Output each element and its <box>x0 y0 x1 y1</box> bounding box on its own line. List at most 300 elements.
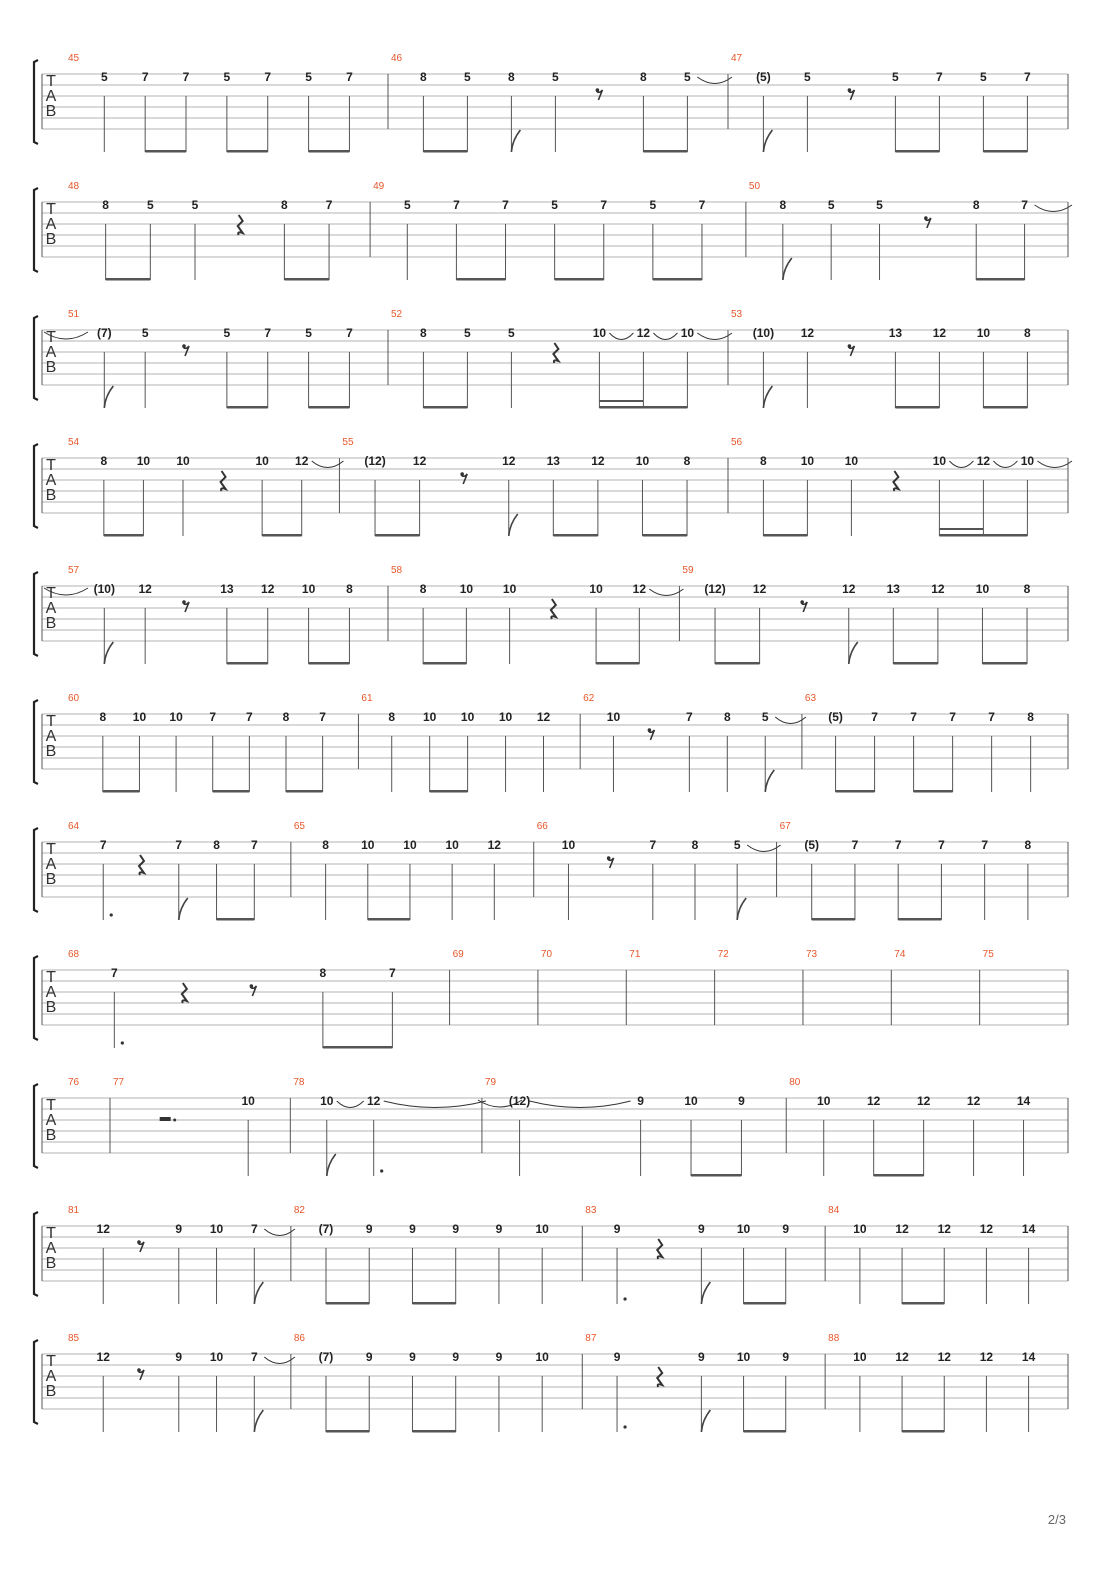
fret-number: 7 <box>502 198 509 212</box>
fret-number: 12 <box>591 454 605 468</box>
system-bracket <box>34 1084 38 1168</box>
eighth-rest-dot <box>924 216 928 220</box>
fret-number: 12 <box>866 1094 881 1108</box>
fret-number: 5 <box>223 326 231 340</box>
half-rest <box>160 1117 171 1121</box>
fret-number: 5 <box>146 198 154 212</box>
fret-number: 12 <box>367 1094 381 1108</box>
fret-number: 9 <box>782 1222 790 1236</box>
fret-number: 5 <box>733 838 741 852</box>
tie-arc <box>384 1101 486 1108</box>
tab-clef-letter: A <box>45 984 57 1001</box>
fret-number: 7 <box>346 326 353 340</box>
fret-number: 8 <box>102 198 109 212</box>
beam <box>763 534 807 537</box>
tab-clef-letter: B <box>45 231 57 248</box>
measure-number: 61 <box>361 693 373 704</box>
tab-clef-letter: A <box>45 856 57 873</box>
page-number: 2/3 <box>1047 1512 1066 1527</box>
tab-clef-letter: B <box>45 103 57 120</box>
fret-number: 10 <box>301 582 316 596</box>
fret-number: 10 <box>844 454 859 468</box>
fret-number: 7 <box>686 710 693 724</box>
beam-16th <box>939 528 983 530</box>
tab-clef-letter: T <box>46 585 56 602</box>
fret-number: 9 <box>495 1222 503 1236</box>
fret-number: 5 <box>892 70 899 84</box>
beam <box>213 790 250 793</box>
fret-number: 9 <box>175 1222 183 1236</box>
note-flag <box>849 642 858 664</box>
measure-number: 53 <box>731 309 743 320</box>
fret-number: 5 <box>684 70 691 84</box>
eighth-rest-dot <box>800 600 804 604</box>
beam <box>227 662 268 665</box>
fret-number: 10 <box>445 838 459 852</box>
measure-number: 87 <box>585 1333 597 1344</box>
measure-number: 75 <box>982 949 994 960</box>
fret-number: (7) <box>318 1350 334 1364</box>
fret-number: 10 <box>800 454 815 468</box>
fret-number: (10) <box>93 582 115 596</box>
beam <box>217 918 255 921</box>
fret-number: 12 <box>800 326 815 340</box>
staff-system <box>34 821 1068 921</box>
measure-number: 81 <box>68 1205 80 1216</box>
fret-number: (7) <box>96 326 112 340</box>
fret-number: 8 <box>213 838 220 852</box>
tab-clef-letter: A <box>45 728 57 745</box>
fret-number: (5) <box>828 710 843 724</box>
tab-clef-letter: A <box>45 88 57 105</box>
fret-number: 8 <box>1024 838 1032 852</box>
beam <box>423 406 467 409</box>
duration-dot <box>380 1169 383 1172</box>
slur-arc <box>337 1101 364 1108</box>
tab-clef-letter: T <box>46 329 56 346</box>
fret-number: 12 <box>932 326 947 340</box>
fret-number: 10 <box>853 1350 867 1364</box>
beam <box>423 662 466 665</box>
fret-number: 12 <box>916 1094 931 1108</box>
fret-number: 7 <box>175 838 183 852</box>
fret-number: 10 <box>976 326 991 340</box>
fret-number: 10 <box>498 710 513 724</box>
measure-number: 68 <box>68 949 80 960</box>
quarter-rest <box>221 471 226 491</box>
fret-number: 9 <box>698 1222 705 1236</box>
fret-number: 9 <box>637 1094 644 1108</box>
beam <box>744 1430 786 1433</box>
fret-number: 9 <box>175 1350 183 1364</box>
fret-number: 8 <box>1027 710 1034 724</box>
duration-dot <box>623 1425 626 1428</box>
fret-number: 5 <box>551 198 558 212</box>
fret-number: 10 <box>169 710 183 724</box>
fret-number: 7 <box>110 966 118 980</box>
tie-arc <box>649 589 683 596</box>
measure-number: 59 <box>682 565 694 576</box>
note-flag <box>254 1282 263 1304</box>
measure-number: 79 <box>484 1077 497 1088</box>
tab-clef-letter: B <box>45 999 57 1016</box>
fret-number: 5 <box>508 326 515 340</box>
fret-number: 8 <box>683 454 691 468</box>
tie-arc <box>312 461 344 468</box>
fret-number: 12 <box>895 1350 909 1364</box>
measure-number: 58 <box>391 565 403 576</box>
beam <box>286 790 323 793</box>
tab-clef-letter: B <box>45 871 57 888</box>
measure-number: 49 <box>373 181 385 192</box>
fret-number: 7 <box>910 710 917 724</box>
beam <box>104 534 144 537</box>
fret-number: 10 <box>606 710 621 724</box>
beam <box>227 406 268 409</box>
fret-number: 7 <box>894 838 902 852</box>
tab-clef-letter: T <box>46 841 56 858</box>
staff-system <box>34 1333 1068 1433</box>
note-flag <box>511 130 520 152</box>
fret-number: 7 <box>949 710 956 724</box>
note-flag <box>765 770 774 792</box>
tab-clef-letter: A <box>45 600 57 617</box>
beam <box>309 406 350 409</box>
fret-number: 7 <box>250 1350 258 1364</box>
eighth-rest-dot <box>182 344 186 348</box>
system-bracket <box>34 316 38 400</box>
fret-number: 10 <box>459 582 474 596</box>
measure-number: 56 <box>731 437 743 448</box>
fret-number: 7 <box>319 710 326 724</box>
system-bracket <box>34 700 38 784</box>
eighth-rest-dot <box>848 88 852 92</box>
beam <box>375 534 420 537</box>
tab-clef-letter: T <box>46 201 56 218</box>
tab-clef-letter: B <box>45 615 57 632</box>
system-bracket <box>34 572 38 656</box>
quarter-rest <box>238 215 243 235</box>
beam <box>326 1430 369 1433</box>
beam <box>643 150 687 153</box>
tab-clef-letter: A <box>45 1240 57 1257</box>
fret-number: 7 <box>981 838 989 852</box>
duration-dot <box>110 913 113 916</box>
fret-number: 7 <box>346 70 353 84</box>
tab-clef-letter: A <box>45 1368 57 1385</box>
beam <box>898 918 941 921</box>
fret-number: 5 <box>464 326 471 340</box>
fret-number: 5 <box>552 70 559 84</box>
fret-number: 5 <box>980 70 987 84</box>
fret-number: 10 <box>592 326 607 340</box>
tab-clef-letter: B <box>45 743 57 760</box>
tab-clef-letter: B <box>45 1255 57 1272</box>
eighth-rest-dot <box>648 728 652 732</box>
fret-number: 12 <box>96 1222 110 1236</box>
beam <box>836 790 875 793</box>
beam <box>106 278 151 281</box>
note-flag <box>763 386 772 408</box>
quarter-rest <box>553 343 558 363</box>
tie-arc <box>775 717 806 724</box>
fret-number: 9 <box>365 1350 373 1364</box>
tab-clef-letter: T <box>46 713 56 730</box>
fret-number: 9 <box>738 1094 745 1108</box>
staff-system <box>34 309 1068 409</box>
fret-number: 8 <box>508 70 515 84</box>
fret-number: 5 <box>223 70 231 84</box>
fret-number: 13 <box>888 326 903 340</box>
beam <box>227 150 268 153</box>
beam <box>262 534 302 537</box>
fret-number: 8 <box>100 454 108 468</box>
fret-number: 14 <box>1021 1350 1036 1364</box>
fret-number: 10 <box>817 1094 831 1108</box>
staff-system <box>34 949 1068 1049</box>
slur-arc <box>609 333 633 340</box>
measure-number: 54 <box>68 437 80 448</box>
beam <box>284 278 329 281</box>
slur-arc <box>949 461 973 468</box>
fret-number: 12 <box>895 1222 909 1236</box>
tab-clef-letter: T <box>46 1225 56 1242</box>
fret-number: 5 <box>403 198 411 212</box>
quarter-rest <box>657 1367 662 1387</box>
fret-number: 12 <box>937 1350 951 1364</box>
beam <box>555 278 604 281</box>
tab-clef-letter: T <box>46 1353 56 1370</box>
fret-number: 10 <box>502 582 517 596</box>
fret-number: 10 <box>535 1222 549 1236</box>
fret-number: 8 <box>319 966 327 980</box>
fret-number: 10 <box>209 1222 224 1236</box>
fret-number: 10 <box>736 1350 751 1364</box>
measure-number: 70 <box>540 949 553 960</box>
fret-number: 10 <box>975 582 990 596</box>
fret-number: 12 <box>412 454 427 468</box>
eighth-rest-dot <box>182 600 186 604</box>
tie-arc <box>264 1357 295 1364</box>
fret-number: 7 <box>698 198 706 212</box>
beam <box>326 1302 369 1305</box>
measure-number: 48 <box>68 181 80 192</box>
fret-number: 9 <box>452 1222 460 1236</box>
beam <box>103 790 140 793</box>
fret-number: 12 <box>487 838 501 852</box>
beam <box>976 278 1024 281</box>
note-flag <box>327 1154 336 1176</box>
measure-number: 85 <box>68 1333 80 1344</box>
fret-number: (7) <box>318 1222 334 1236</box>
fret-number: 9 <box>782 1350 790 1364</box>
tie-arc <box>1035 205 1072 212</box>
measure-number: 77 <box>112 1077 125 1088</box>
eighth-rest-dot <box>460 472 464 476</box>
fret-number: 10 <box>209 1350 224 1364</box>
measure-number: 72 <box>717 949 729 960</box>
duration-dot <box>623 1297 626 1300</box>
beam <box>145 150 186 153</box>
note-flag <box>104 386 113 408</box>
fret-number: 10 <box>684 1094 698 1108</box>
fret-number: 10 <box>589 582 603 596</box>
beam <box>309 662 350 665</box>
eighth-rest-dot <box>137 1368 141 1372</box>
measure-number: 62 <box>583 693 595 704</box>
fret-number: 8 <box>346 582 353 596</box>
fret-number: (5) <box>804 838 820 852</box>
fret-number: 7 <box>250 838 258 852</box>
note-flag <box>254 1410 263 1432</box>
fret-number: (5) <box>756 70 771 84</box>
fret-number: 5 <box>191 198 199 212</box>
fret-number: 10 <box>1020 454 1035 468</box>
beam <box>412 1302 455 1305</box>
beam <box>812 918 855 921</box>
eighth-rest-dot <box>848 344 852 348</box>
note-flag <box>701 1410 710 1432</box>
note-flag <box>783 258 792 280</box>
measure-number: 55 <box>342 437 354 448</box>
system-bracket <box>34 956 38 1040</box>
note-flag <box>509 514 518 536</box>
beam <box>456 278 505 281</box>
system-bracket <box>34 188 38 272</box>
fret-number: 5 <box>305 326 312 340</box>
fret-number: 8 <box>420 70 427 84</box>
beam <box>412 1430 455 1433</box>
note-flag <box>179 898 188 920</box>
staff-system <box>34 437 1072 537</box>
fret-number: 5 <box>100 70 108 84</box>
fret-number: 10 <box>136 454 151 468</box>
fret-number: 10 <box>132 710 147 724</box>
measure-number: 45 <box>68 53 80 64</box>
fret-number: 10 <box>635 454 650 468</box>
beam <box>642 534 687 537</box>
staff-system <box>34 1205 1068 1305</box>
fret-number: 12 <box>979 1350 994 1364</box>
fret-number: 7 <box>264 326 272 340</box>
beam <box>895 406 939 409</box>
measure-number: 67 <box>779 821 791 832</box>
fret-number: 12 <box>976 454 991 468</box>
measure-number: 86 <box>293 1333 305 1344</box>
tie-arc <box>697 333 732 340</box>
fret-number: 7 <box>141 70 149 84</box>
tie-arc <box>747 845 780 852</box>
fret-number: 7 <box>988 710 995 724</box>
fret-number: 13 <box>546 454 560 468</box>
measure-number: 57 <box>68 565 80 576</box>
fret-number: 9 <box>452 1350 460 1364</box>
fret-number: 7 <box>600 198 608 212</box>
fret-number: (12) <box>704 582 726 596</box>
beam <box>874 1174 924 1177</box>
beam <box>902 1430 944 1433</box>
beam <box>596 662 639 665</box>
tab-clef-letter: T <box>46 969 56 986</box>
fret-number: 8 <box>419 582 427 596</box>
measure-number: 71 <box>629 949 641 960</box>
fret-number: 8 <box>1024 326 1031 340</box>
fret-number: 9 <box>613 1222 621 1236</box>
measure-number: 74 <box>894 949 906 960</box>
fret-number: 5 <box>464 70 471 84</box>
eighth-rest-dot <box>137 1240 141 1244</box>
fret-number: 10 <box>932 454 947 468</box>
beam <box>553 534 598 537</box>
fret-number: 14 <box>1021 1222 1036 1236</box>
fret-number: 5 <box>827 198 835 212</box>
beam <box>715 662 760 665</box>
tab-clef-letter: T <box>46 1097 56 1114</box>
fret-number: 12 <box>752 582 767 596</box>
fret-number: 7 <box>851 838 859 852</box>
fret-number: 10 <box>535 1350 549 1364</box>
slur-arc <box>993 461 1017 468</box>
beam <box>744 1302 786 1305</box>
fret-number: 5 <box>141 326 149 340</box>
tie-arc <box>530 1101 631 1108</box>
fret-number: 8 <box>1023 582 1031 596</box>
fret-number: 7 <box>453 198 460 212</box>
fret-number: 13 <box>886 582 900 596</box>
eighth-rest-dot <box>596 88 600 92</box>
fret-number: 8 <box>420 326 427 340</box>
system-bracket <box>34 1340 38 1424</box>
tab-clef-letter: A <box>45 216 57 233</box>
tab-clef-letter: A <box>45 472 57 489</box>
fret-number: 12 <box>295 454 309 468</box>
tab-clef-letter: B <box>45 1383 57 1400</box>
fret-number: 12 <box>842 582 856 596</box>
fret-number: 12 <box>502 454 516 468</box>
fret-number: 12 <box>979 1222 994 1236</box>
quarter-rest <box>182 983 187 1003</box>
fret-number: 7 <box>99 838 107 852</box>
fret-number: 10 <box>255 454 269 468</box>
fret-number: 13 <box>220 582 234 596</box>
fret-number: 7 <box>938 838 945 852</box>
measure-number: 46 <box>391 53 403 64</box>
fret-number: 12 <box>931 582 945 596</box>
beam <box>309 150 350 153</box>
fret-number: 7 <box>182 70 190 84</box>
fret-number: 10 <box>176 454 190 468</box>
fret-number: 5 <box>876 198 883 212</box>
fret-number: 7 <box>871 710 878 724</box>
measure-number: 76 <box>68 1077 80 1088</box>
fret-number: 9 <box>698 1350 705 1364</box>
tab-clef-letter: A <box>45 344 57 361</box>
fret-number: 5 <box>804 70 811 84</box>
beam <box>983 150 1027 153</box>
fret-number: (10) <box>752 326 775 340</box>
beam <box>430 790 468 793</box>
beam <box>691 1174 741 1177</box>
eighth-rest-dot <box>607 856 611 860</box>
beam <box>423 150 467 153</box>
fret-number: 7 <box>1024 70 1031 84</box>
fret-number: 10 <box>680 326 695 340</box>
staff-system <box>34 565 1068 665</box>
tie-arc <box>1037 461 1072 468</box>
fret-number: 14 <box>1016 1094 1031 1108</box>
measure-number: 60 <box>68 693 80 704</box>
quarter-rest <box>551 599 556 619</box>
